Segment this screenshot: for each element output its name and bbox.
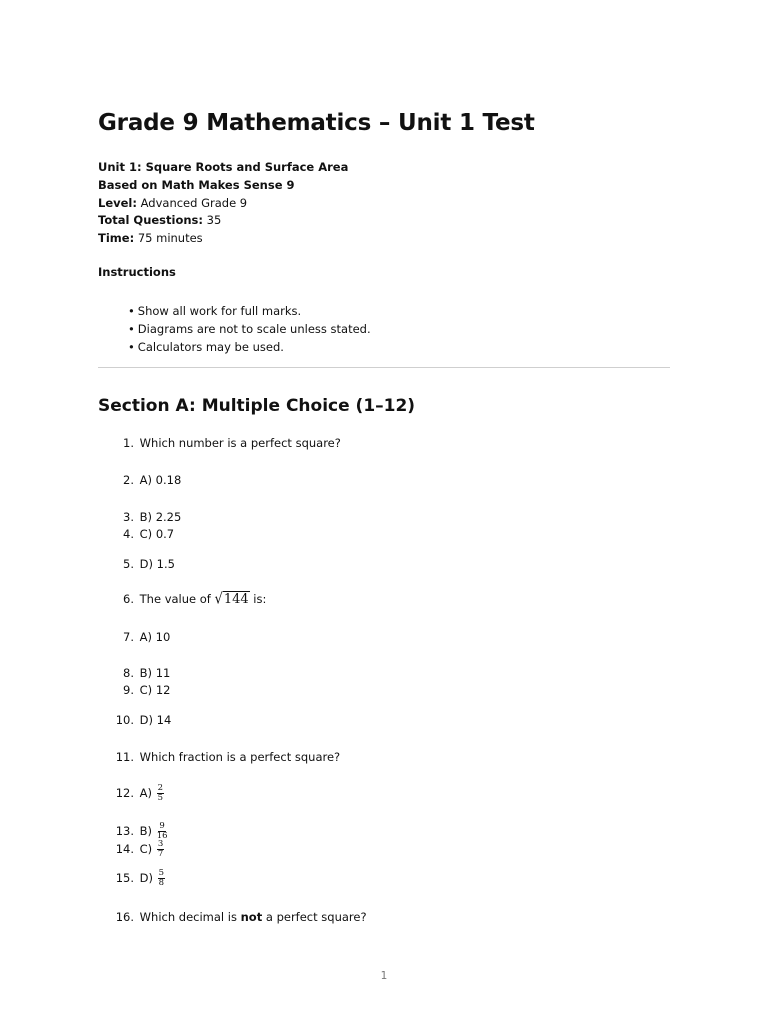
time-value: 75 minutes (137, 231, 203, 245)
item-text: Which fraction is a perfect square? (139, 750, 341, 764)
list-item (98, 630, 398, 644)
numerator: 2 (157, 783, 164, 793)
fraction (157, 840, 164, 859)
numerator: 3 (157, 839, 164, 849)
item-text: B) 2.25 (139, 510, 182, 524)
level-line (98, 194, 247, 212)
item-number: 13. (115, 824, 134, 838)
questions-line (98, 211, 221, 229)
based-on-line (98, 176, 295, 194)
item-text: D) 14 (139, 713, 172, 727)
item-text: C) 12 (139, 683, 171, 697)
option-label: B) (139, 824, 153, 838)
item-text: Which number is a perfect square? (139, 436, 341, 450)
radicand: 144 (223, 592, 249, 607)
level-value: Advanced Grade 9 (140, 196, 248, 210)
list-item (98, 784, 398, 803)
list-item (98, 510, 398, 524)
list-item (98, 592, 398, 607)
item-number: 5. (123, 557, 134, 571)
item-number: 2. (123, 473, 134, 487)
denominator: 8 (158, 878, 165, 888)
item-number: 3. (123, 510, 134, 524)
item-text-post: a perfect square? (265, 910, 367, 924)
instruction-text: Calculators may be used. (137, 340, 284, 354)
time-label: Time: (98, 231, 135, 245)
item-text: A) 0.18 (139, 473, 182, 487)
list-item (98, 910, 398, 924)
instruction-text: Diagrams are not to scale unless stated. (137, 322, 371, 336)
page-number: 1 (380, 970, 388, 982)
option-label: D) (139, 871, 153, 885)
list-item (98, 822, 398, 841)
instructions-list (128, 302, 371, 356)
questions-value: 35 (206, 213, 222, 227)
option-label: C) (139, 842, 153, 856)
item-number: 6. (123, 592, 134, 606)
instruction-item (128, 338, 371, 356)
item-number: 14. (115, 842, 134, 856)
item-text-pre: Which decimal is (139, 910, 237, 924)
denominator: 7 (157, 849, 164, 859)
item-text: C) 0.7 (139, 527, 175, 541)
item-number: 8. (123, 666, 134, 680)
list-item (98, 436, 398, 450)
fraction (157, 784, 164, 803)
square-root-expression (215, 592, 250, 607)
page-title: Grade 9 Mathematics – Unit 1 Test (98, 110, 535, 136)
bullet-icon: • (128, 340, 135, 354)
item-text: A) 10 (139, 630, 171, 644)
item-text-emphasis: not (240, 910, 263, 924)
section-divider (98, 367, 670, 368)
item-number: 16. (115, 910, 134, 924)
section-a-heading: Section A: Multiple Choice (1–12) (98, 396, 416, 416)
list-item (98, 527, 398, 541)
instruction-item (128, 302, 371, 320)
list-item (98, 666, 398, 680)
item-number: 12. (115, 786, 134, 800)
denominator: 5 (157, 793, 164, 803)
list-item (98, 713, 398, 727)
level-label: Level: (98, 196, 137, 210)
list-item (98, 683, 398, 697)
unit-name: Unit 1: Square Roots and Surface Area (98, 160, 349, 174)
unit-line (98, 158, 348, 176)
fraction (158, 869, 165, 888)
item-number: 9. (123, 683, 134, 697)
item-text: D) 1.5 (139, 557, 175, 571)
item-number: 7. (123, 630, 134, 644)
based-on-text: Based on Math Makes Sense 9 (98, 178, 295, 192)
instruction-text: Show all work for full marks. (137, 304, 302, 318)
item-number: 11. (115, 750, 134, 764)
radical-icon: √ (214, 590, 223, 609)
list-item (98, 840, 398, 859)
numerator: 9 (159, 821, 165, 831)
list-item (98, 557, 398, 571)
list-item (98, 869, 398, 888)
list-item (98, 750, 398, 764)
item-number: 10. (115, 713, 134, 727)
item-number: 4. (123, 527, 134, 541)
questions-label: Total Questions: (98, 213, 203, 227)
time-line (98, 229, 203, 247)
item-number: 1. (123, 436, 134, 450)
item-text: B) 11 (139, 666, 171, 680)
instructions-heading: Instructions (98, 265, 176, 279)
numerator: 5 (158, 868, 165, 878)
option-label: A) (139, 786, 153, 800)
denominator: 16 (156, 831, 168, 841)
item-text-post: is: (253, 592, 267, 606)
item-number: 15. (115, 871, 134, 885)
bullet-icon: • (128, 322, 135, 336)
bullet-icon: • (128, 304, 135, 318)
instruction-item (128, 320, 371, 338)
item-text-pre: The value of (139, 592, 211, 606)
list-item (98, 473, 398, 487)
